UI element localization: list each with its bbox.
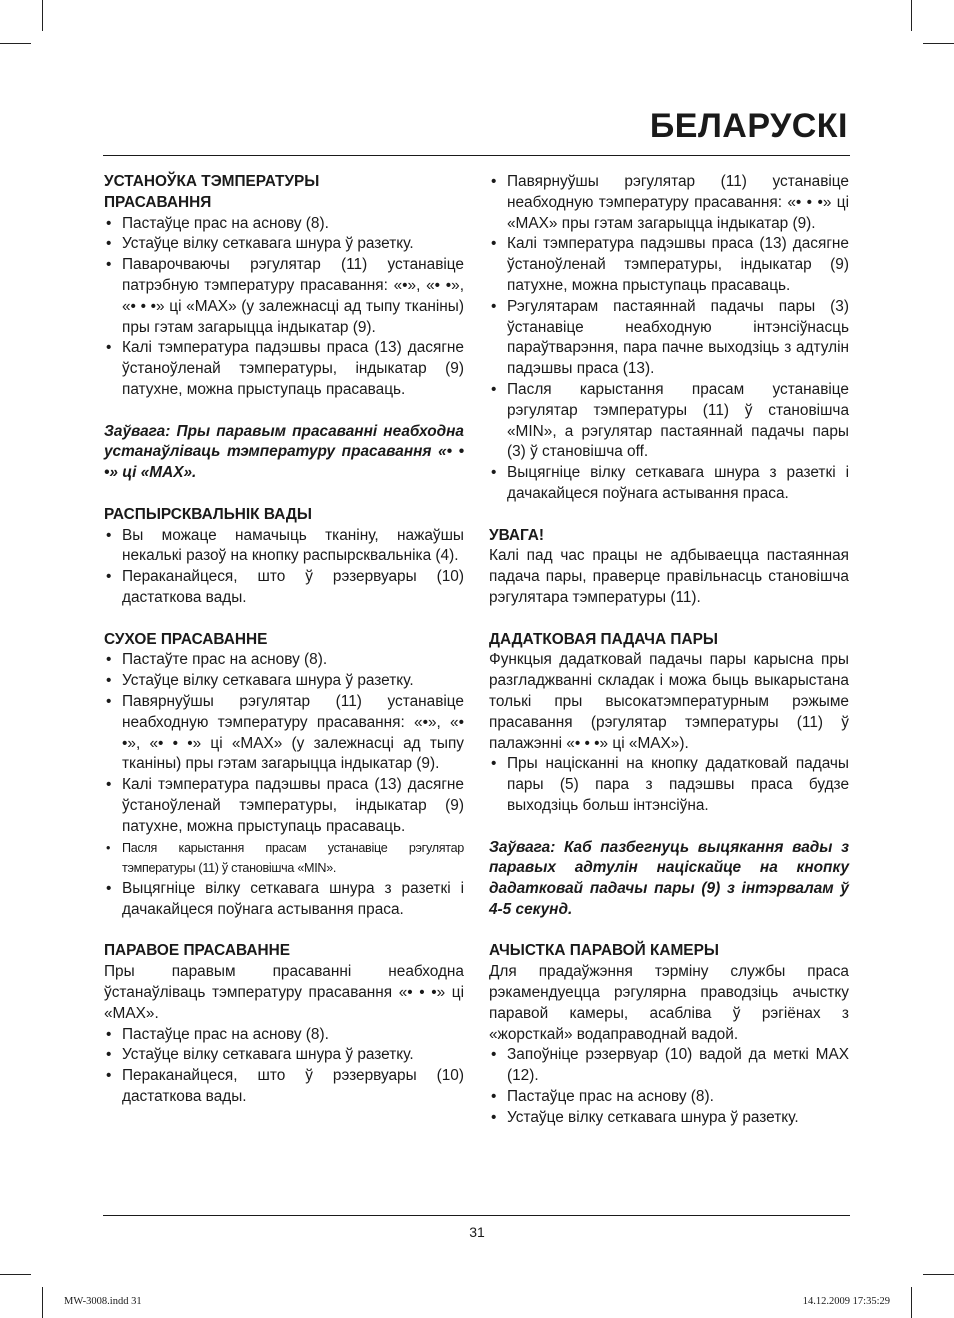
list-item: • Устаўце вілку сеткавага шнура ў разетку.: [104, 234, 464, 255]
crop-mark: [0, 1274, 31, 1275]
paragraph: Калі пад час працы не адбываецца пастаянная падача пары, праверце правільнасць становішча рэгулятара тэмпературы (11).: [489, 547, 849, 606]
list-item: • Устаўце вілку сеткавага шнура ў разетку.: [104, 671, 464, 692]
crop-mark: [42, 0, 43, 31]
section-heading: РАСПЫРСКВАЛЬНІК ВАДЫ: [104, 505, 312, 523]
list-item: • Пасля карыстання прасам устанавіце рэгулятар тэмпературы (11) ў становішча «MIN», а рэгулятар пастаяннай падачы пары (3) ў становішча off.: [489, 380, 849, 463]
crop-mark: [923, 1274, 954, 1275]
list-item: • Пераканайцеся, што ў рэзервуары (10) дастаткова вады.: [104, 567, 464, 609]
list-item: • Устаўце вілку сеткавага шнура ў разетку.: [104, 1045, 464, 1066]
paragraph: Для прадаўжэння тэрміну службы праса рэкамендуецца рэгулярна праводзіць ачыстку паравой камеры, асабліва ў рэгіёнах з «жорсткай» водаправоднай вадой.: [489, 963, 849, 1043]
bullet-list: [104, 214, 464, 401]
list-item: • Пастаўте прас на аснову (8).: [104, 650, 464, 671]
crop-mark: [0, 43, 31, 44]
page-number: 31: [469, 1224, 485, 1240]
section-heading: УСТАНОЎКА ТЭМПЕРАТУРЫ: [104, 173, 320, 190]
note: Заўвага: Пры паравым прасаванні неабходна устанаўліваць тэмпературу прасавання «• • •» ці «MAX».: [104, 422, 464, 482]
list-item: • Павярнуўшы рэгулятар (11) устанавіце неабходную тэмпературу прасавання: «• • •» ці «MAX» пры гэтам загарыцца індыкатар (9).: [489, 172, 849, 234]
list-item: • Выцягніце вілку сеткавага шнура з разеткі і дачакайцеся поўнага астывання праса.: [104, 879, 464, 921]
list-item: • Калі тэмпература падэшвы праса (13) дасягне ўстаноўленай тэмпературы, індыкатар (9) патухне, можна прыступаць прасаваць.: [104, 338, 464, 400]
footer-file-info: MW-3008.indd 31: [64, 1296, 142, 1307]
section-heading: ПРАСАВАННЯ: [104, 193, 212, 211]
crop-mark: [911, 1287, 912, 1318]
list-item: • Выцягніце вілку сеткавага шнура з разеткі і дачакайцеся поўнага астывання праса.: [489, 463, 849, 505]
bullet-list: [104, 1025, 464, 1108]
bullet-list: [489, 172, 849, 505]
top-rule: [103, 155, 850, 156]
section-heading: ДАДАТКОВАЯ ПАДАЧА ПАРЫ: [489, 630, 718, 648]
section-heading: УВАГА!: [489, 526, 545, 544]
list-item: • Паварочваючы рэгулятар (11) устанавіце патрэбную тэмпературу прасавання: «•», «• •», «• • •» ці «MAX» (у залежнасці ад тыпу тканіны) пры гэтам загарыцца індыкатар (9).: [104, 255, 464, 338]
bullet-list: [104, 650, 464, 920]
note: Заўвага: Каб пазбегнуць выцякання вады з паравых адтулін націскайце на кнопку дадатковай падачы пары (9) з інтэрвалам ў 4-5 секунд.: [489, 838, 849, 918]
crop-mark: [42, 1287, 43, 1318]
left-column: [104, 172, 464, 1108]
list-item: • Пасля карыстання прасам устанавіце рэгулятар тэмпературы (11) ў становішча «MIN».: [104, 838, 464, 880]
crop-mark: [923, 43, 954, 44]
section-heading: АЧЫСТКА ПАРАВОЙ КАМЕРЫ: [489, 942, 719, 960]
list-item: • Калі тэмпература падэшвы праса (13) дасягне ўстаноўленай тэмпературы, індыкатар (9) патухне, можна прыступаць прасаваць.: [104, 775, 464, 837]
bullet-list: [104, 526, 464, 609]
list-item: • Запоўніце рэзервуар (10) вадой да меткі MAX (12).: [489, 1045, 849, 1087]
list-item: • Устаўце вілку сеткавага шнура ў разетку.: [489, 1108, 849, 1129]
bullet-list: [489, 754, 849, 816]
list-item: • Калі тэмпература падэшвы праса (13) дасягне ўстаноўленай тэмпературы, індыкатар (9) патухне, можна прыступаць прасаваць.: [489, 234, 849, 296]
page-title: БЕЛАРУСКІ: [649, 107, 848, 145]
section-heading: СУХОЕ ПРАСАВАННЕ: [104, 630, 268, 648]
crop-mark: [911, 0, 912, 31]
list-item: • Вы можаце намачыць тканіну, нажаўшы некалькі разоў на кнопку распырсквальніка (4).: [104, 526, 464, 568]
list-item: • Пастаўце прас на аснову (8).: [104, 1025, 464, 1046]
footer-timestamp: 14.12.2009 17:35:29: [802, 1296, 890, 1307]
paragraph: Пры паравым прасаванні неабходна ўстанаўліваць тэмпературу прасавання «• • •» ці «MAX».: [104, 963, 464, 1022]
bullet-list: [489, 1045, 849, 1128]
section-heading: ПАРАВОЕ ПРАСАВАННЕ: [104, 942, 290, 960]
list-item: • Пастаўце прас на аснову (8).: [104, 214, 464, 235]
right-column: [489, 172, 849, 1129]
list-item: • Павярнуўшы рэгулятар (11) устанавіце неабходную тэмпературу прасавання: «•», «• •», «• • •» ці «MAX» (у залежнасці ад тыпу тканіны) пры гэтам загарыцца індыкатар (9).: [104, 692, 464, 775]
paragraph: Функцыя дадатковай падачы пары карысна пры разгладжванні складак і можа быць выкарыстана толькі пры высокатэмпературным рэжыме прасавання (рэгулятар тэмпературы (11) ў палажэнні «• • •» ці «MAX»).: [489, 651, 849, 752]
list-item: • Пры націсканні на кнопку дадатковай падачы пары (5) пара з падэшвы праса будзе выходзіць больш інтэнсіўна.: [489, 754, 849, 816]
list-item: • Рэгулятарам пастаяннай падачы пары (3) ўстанавіце неабходную інтэнсіўнасць параўтварэння, пара пачне выходзіць з адтулін падэшвы праса (13).: [489, 297, 849, 380]
bottom-rule: [103, 1215, 850, 1216]
list-item: • Пераканайцеся, што ў рэзервуары (10) дастаткова вады.: [104, 1066, 464, 1108]
list-item: • Пастаўце прас на аснову (8).: [489, 1087, 849, 1108]
